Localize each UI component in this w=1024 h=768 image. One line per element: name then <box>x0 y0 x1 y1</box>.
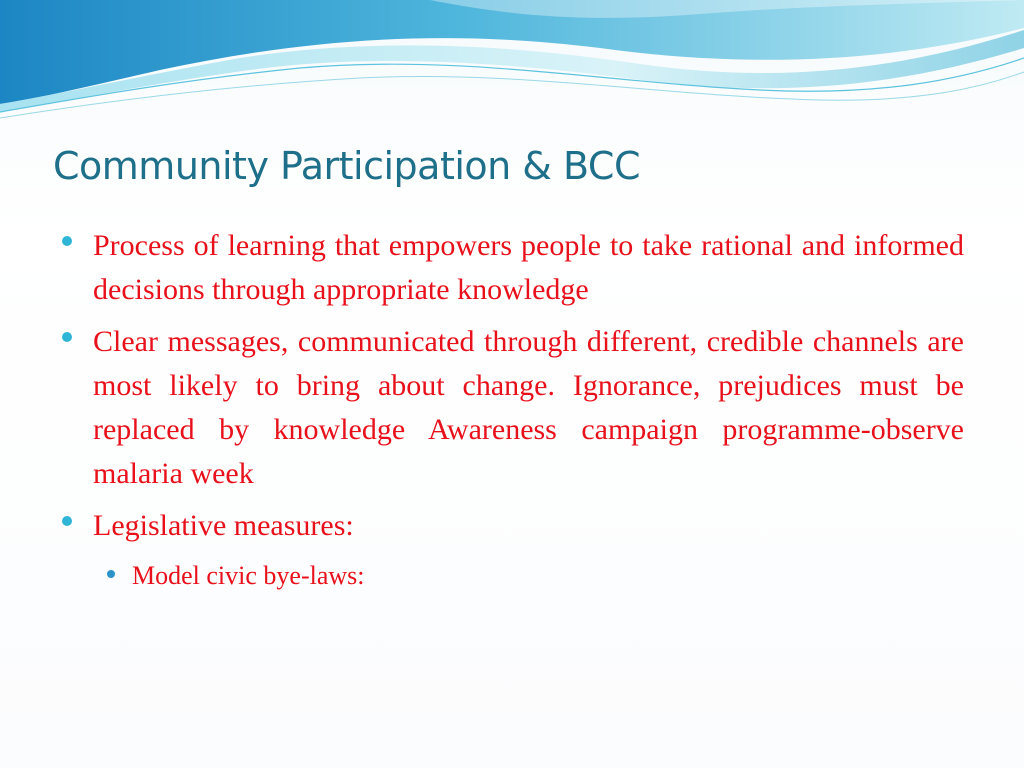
slide-title: Community Participation & BCC <box>53 144 640 188</box>
bullet-item <box>60 504 964 548</box>
header-wave-decoration <box>0 0 1024 130</box>
bullet-item <box>60 320 964 496</box>
bullet-text: Clear messages, communicated through different, credible channels are most likely to bring about change. Ignorance, prejudices must be replaced by knowledge Awareness campaign programme-observe malaria week <box>93 325 964 490</box>
bullet-dot-icon <box>62 332 72 342</box>
bullet-dot-icon <box>62 236 72 246</box>
bullet-list <box>60 224 964 596</box>
bullet-dot-icon <box>62 516 72 526</box>
sub-bullet-item <box>105 556 964 596</box>
bullet-text: Legislative measures: <box>93 509 354 542</box>
bullet-item <box>60 224 964 312</box>
sub-bullet-text: Model civic bye-laws: <box>132 561 365 590</box>
bullet-text: Process of learning that empowers people to take rational and informed decisions through appropriate knowledge <box>93 229 964 306</box>
sub-bullet-dot-icon <box>107 570 115 578</box>
